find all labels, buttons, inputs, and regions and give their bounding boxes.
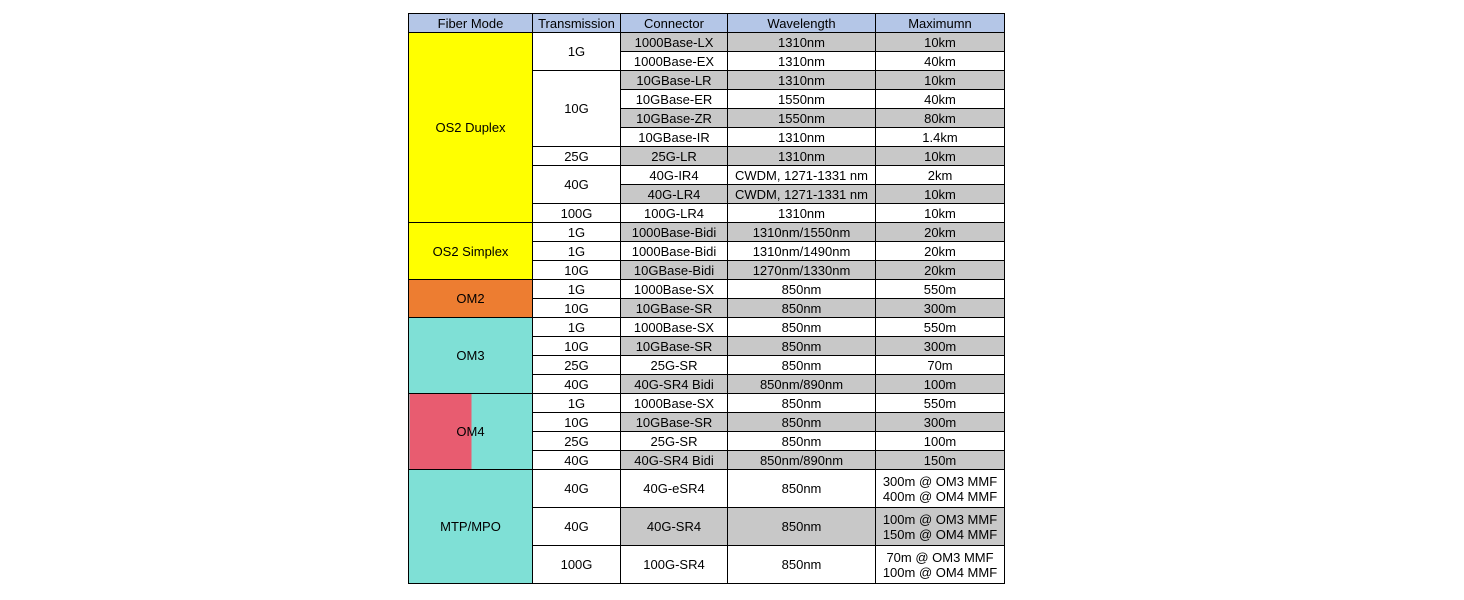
wavelength-cell: 1310nm	[728, 33, 876, 52]
maximum-line: 300m @ OM3 MMF	[882, 473, 998, 489]
maximum-line: 70m @ OM3 MMF	[886, 549, 994, 565]
maximum-cell: 100m	[876, 432, 1005, 451]
maximum-cell: 10km	[876, 204, 1005, 223]
connector-cell: 10GBase-SR	[621, 337, 728, 356]
maximum-cell: 2km	[876, 166, 1005, 185]
connector-cell: 1000Base-SX	[621, 318, 728, 337]
maximum-cell: 550m	[876, 280, 1005, 299]
connector-cell: 40G-SR4 Bidi	[621, 451, 728, 470]
connector-cell: 100G-LR4	[621, 204, 728, 223]
maximum-cell: 300m	[876, 413, 1005, 432]
transmission-cell: 40G	[533, 166, 621, 204]
wavelength-cell: 850nm	[728, 299, 876, 318]
table-body	[409, 33, 1005, 584]
maximum-cell: 20km	[876, 261, 1005, 280]
transmission-cell: 10G	[533, 261, 621, 280]
connector-cell: 1000Base-Bidi	[621, 242, 728, 261]
connector-cell: 10GBase-IR	[621, 128, 728, 147]
transmission-cell: 10G	[533, 413, 621, 432]
connector-cell: 40G-SR4 Bidi	[621, 375, 728, 394]
transmission-cell: 1G	[533, 394, 621, 413]
fiber-mode-cell: OS2 Simplex	[409, 223, 533, 280]
table-row	[409, 223, 1005, 242]
transmission-cell: 1G	[533, 318, 621, 337]
header-fiber-mode: Fiber Mode	[409, 14, 533, 33]
maximum-cell: 1.4km	[876, 128, 1005, 147]
transmission-cell: 40G	[533, 508, 621, 546]
table-row	[409, 33, 1005, 52]
maximum-cell: 10km	[876, 147, 1005, 166]
header-transmission: Transmission	[533, 14, 621, 33]
wavelength-cell: 1550nm	[728, 109, 876, 128]
connector-cell: 100G-SR4	[621, 546, 728, 584]
wavelength-cell: 850nm/890nm	[728, 451, 876, 470]
wavelength-cell: 1550nm	[728, 90, 876, 109]
wavelength-cell: 850nm/890nm	[728, 375, 876, 394]
wavelength-cell: 1310nm	[728, 147, 876, 166]
maximum-line: 100m @ OM3 MMF	[882, 511, 998, 527]
connector-cell: 40G-eSR4	[621, 470, 728, 508]
table-row	[409, 470, 1005, 508]
wavelength-cell: 850nm	[728, 337, 876, 356]
maximum-cell: 40km	[876, 52, 1005, 71]
connector-cell: 1000Base-Bidi	[621, 223, 728, 242]
maximum-cell: 10km	[876, 33, 1005, 52]
connector-cell: 1000Base-EX	[621, 52, 728, 71]
fiber-mode-cell: OM4	[409, 394, 533, 470]
transmission-cell: 1G	[533, 223, 621, 242]
transmission-cell: 1G	[533, 33, 621, 71]
transmission-cell: 40G	[533, 451, 621, 470]
maximum-cell: 70m	[876, 356, 1005, 375]
header-row	[409, 14, 1005, 33]
transmission-cell: 100G	[533, 204, 621, 223]
maximum-cell: 20km	[876, 223, 1005, 242]
fiber-mode-cell: MTP/MPO	[409, 470, 533, 584]
maximum-cell: 100m	[876, 375, 1005, 394]
maximum-cell: 20km	[876, 242, 1005, 261]
connector-cell: 1000Base-LX	[621, 33, 728, 52]
maximum-cell: 80km	[876, 109, 1005, 128]
connector-cell: 1000Base-SX	[621, 280, 728, 299]
connector-cell: 10GBase-LR	[621, 71, 728, 90]
wavelength-cell: 850nm	[728, 356, 876, 375]
transmission-cell: 25G	[533, 147, 621, 166]
transmission-cell: 25G	[533, 432, 621, 451]
connector-cell: 40G-LR4	[621, 185, 728, 204]
transmission-cell: 1G	[533, 242, 621, 261]
wavelength-cell: 850nm	[728, 432, 876, 451]
wavelength-cell: 1310nm	[728, 71, 876, 90]
header-maximum: Maximumn	[876, 14, 1005, 33]
table-row	[409, 394, 1005, 413]
maximum-cell: 10km	[876, 185, 1005, 204]
maximum-cell: 300m	[876, 299, 1005, 318]
connector-cell: 10GBase-Bidi	[621, 261, 728, 280]
maximum-cell	[876, 508, 1005, 546]
maximum-cell	[876, 470, 1005, 508]
fiber-spec-table	[408, 13, 1005, 584]
transmission-cell: 25G	[533, 356, 621, 375]
wavelength-cell: 1310nm	[728, 204, 876, 223]
maximum-line: 100m @ OM4 MMF	[882, 564, 998, 580]
connector-cell: 25G-LR	[621, 147, 728, 166]
wavelength-cell: 1310nm/1490nm	[728, 242, 876, 261]
wavelength-cell: 850nm	[728, 394, 876, 413]
transmission-cell: 1G	[533, 280, 621, 299]
transmission-cell: 10G	[533, 337, 621, 356]
wavelength-cell: 1310nm	[728, 52, 876, 71]
wavelength-cell: 850nm	[728, 318, 876, 337]
connector-cell: 10GBase-SR	[621, 413, 728, 432]
connector-cell: 10GBase-ER	[621, 90, 728, 109]
connector-cell: 10GBase-SR	[621, 299, 728, 318]
wavelength-cell: 850nm	[728, 470, 876, 508]
fiber-mode-cell: OS2 Duplex	[409, 33, 533, 223]
maximum-cell: 550m	[876, 394, 1005, 413]
wavelength-cell: CWDM, 1271-1331 nm	[728, 166, 876, 185]
connector-cell: 40G-IR4	[621, 166, 728, 185]
maximum-cell: 550m	[876, 318, 1005, 337]
table-row	[409, 280, 1005, 299]
transmission-cell: 10G	[533, 71, 621, 147]
wavelength-cell: 850nm	[728, 280, 876, 299]
maximum-cell: 40km	[876, 90, 1005, 109]
connector-cell: 25G-SR	[621, 356, 728, 375]
connector-cell: 40G-SR4	[621, 508, 728, 546]
transmission-cell: 100G	[533, 546, 621, 584]
wavelength-cell: 1310nm/1550nm	[728, 223, 876, 242]
wavelength-cell: 1270nm/1330nm	[728, 261, 876, 280]
transmission-cell: 40G	[533, 470, 621, 508]
maximum-cell: 10km	[876, 71, 1005, 90]
fiber-mode-cell: OM3	[409, 318, 533, 394]
fiber-mode-cell: OM2	[409, 280, 533, 318]
wavelength-cell: 1310nm	[728, 128, 876, 147]
maximum-cell: 300m	[876, 337, 1005, 356]
header-wavelength: Wavelength	[728, 14, 876, 33]
maximum-cell	[876, 546, 1005, 584]
connector-cell: 1000Base-SX	[621, 394, 728, 413]
transmission-cell: 40G	[533, 375, 621, 394]
wavelength-cell: 850nm	[728, 508, 876, 546]
maximum-line: 150m @ OM4 MMF	[882, 526, 998, 542]
connector-cell: 25G-SR	[621, 432, 728, 451]
header-connector: Connector	[621, 14, 728, 33]
wavelength-cell: CWDM, 1271-1331 nm	[728, 185, 876, 204]
transmission-cell: 10G	[533, 299, 621, 318]
table-row	[409, 318, 1005, 337]
maximum-line: 400m @ OM4 MMF	[882, 488, 998, 504]
wavelength-cell: 850nm	[728, 546, 876, 584]
maximum-cell: 150m	[876, 451, 1005, 470]
connector-cell: 10GBase-ZR	[621, 109, 728, 128]
wavelength-cell: 850nm	[728, 413, 876, 432]
